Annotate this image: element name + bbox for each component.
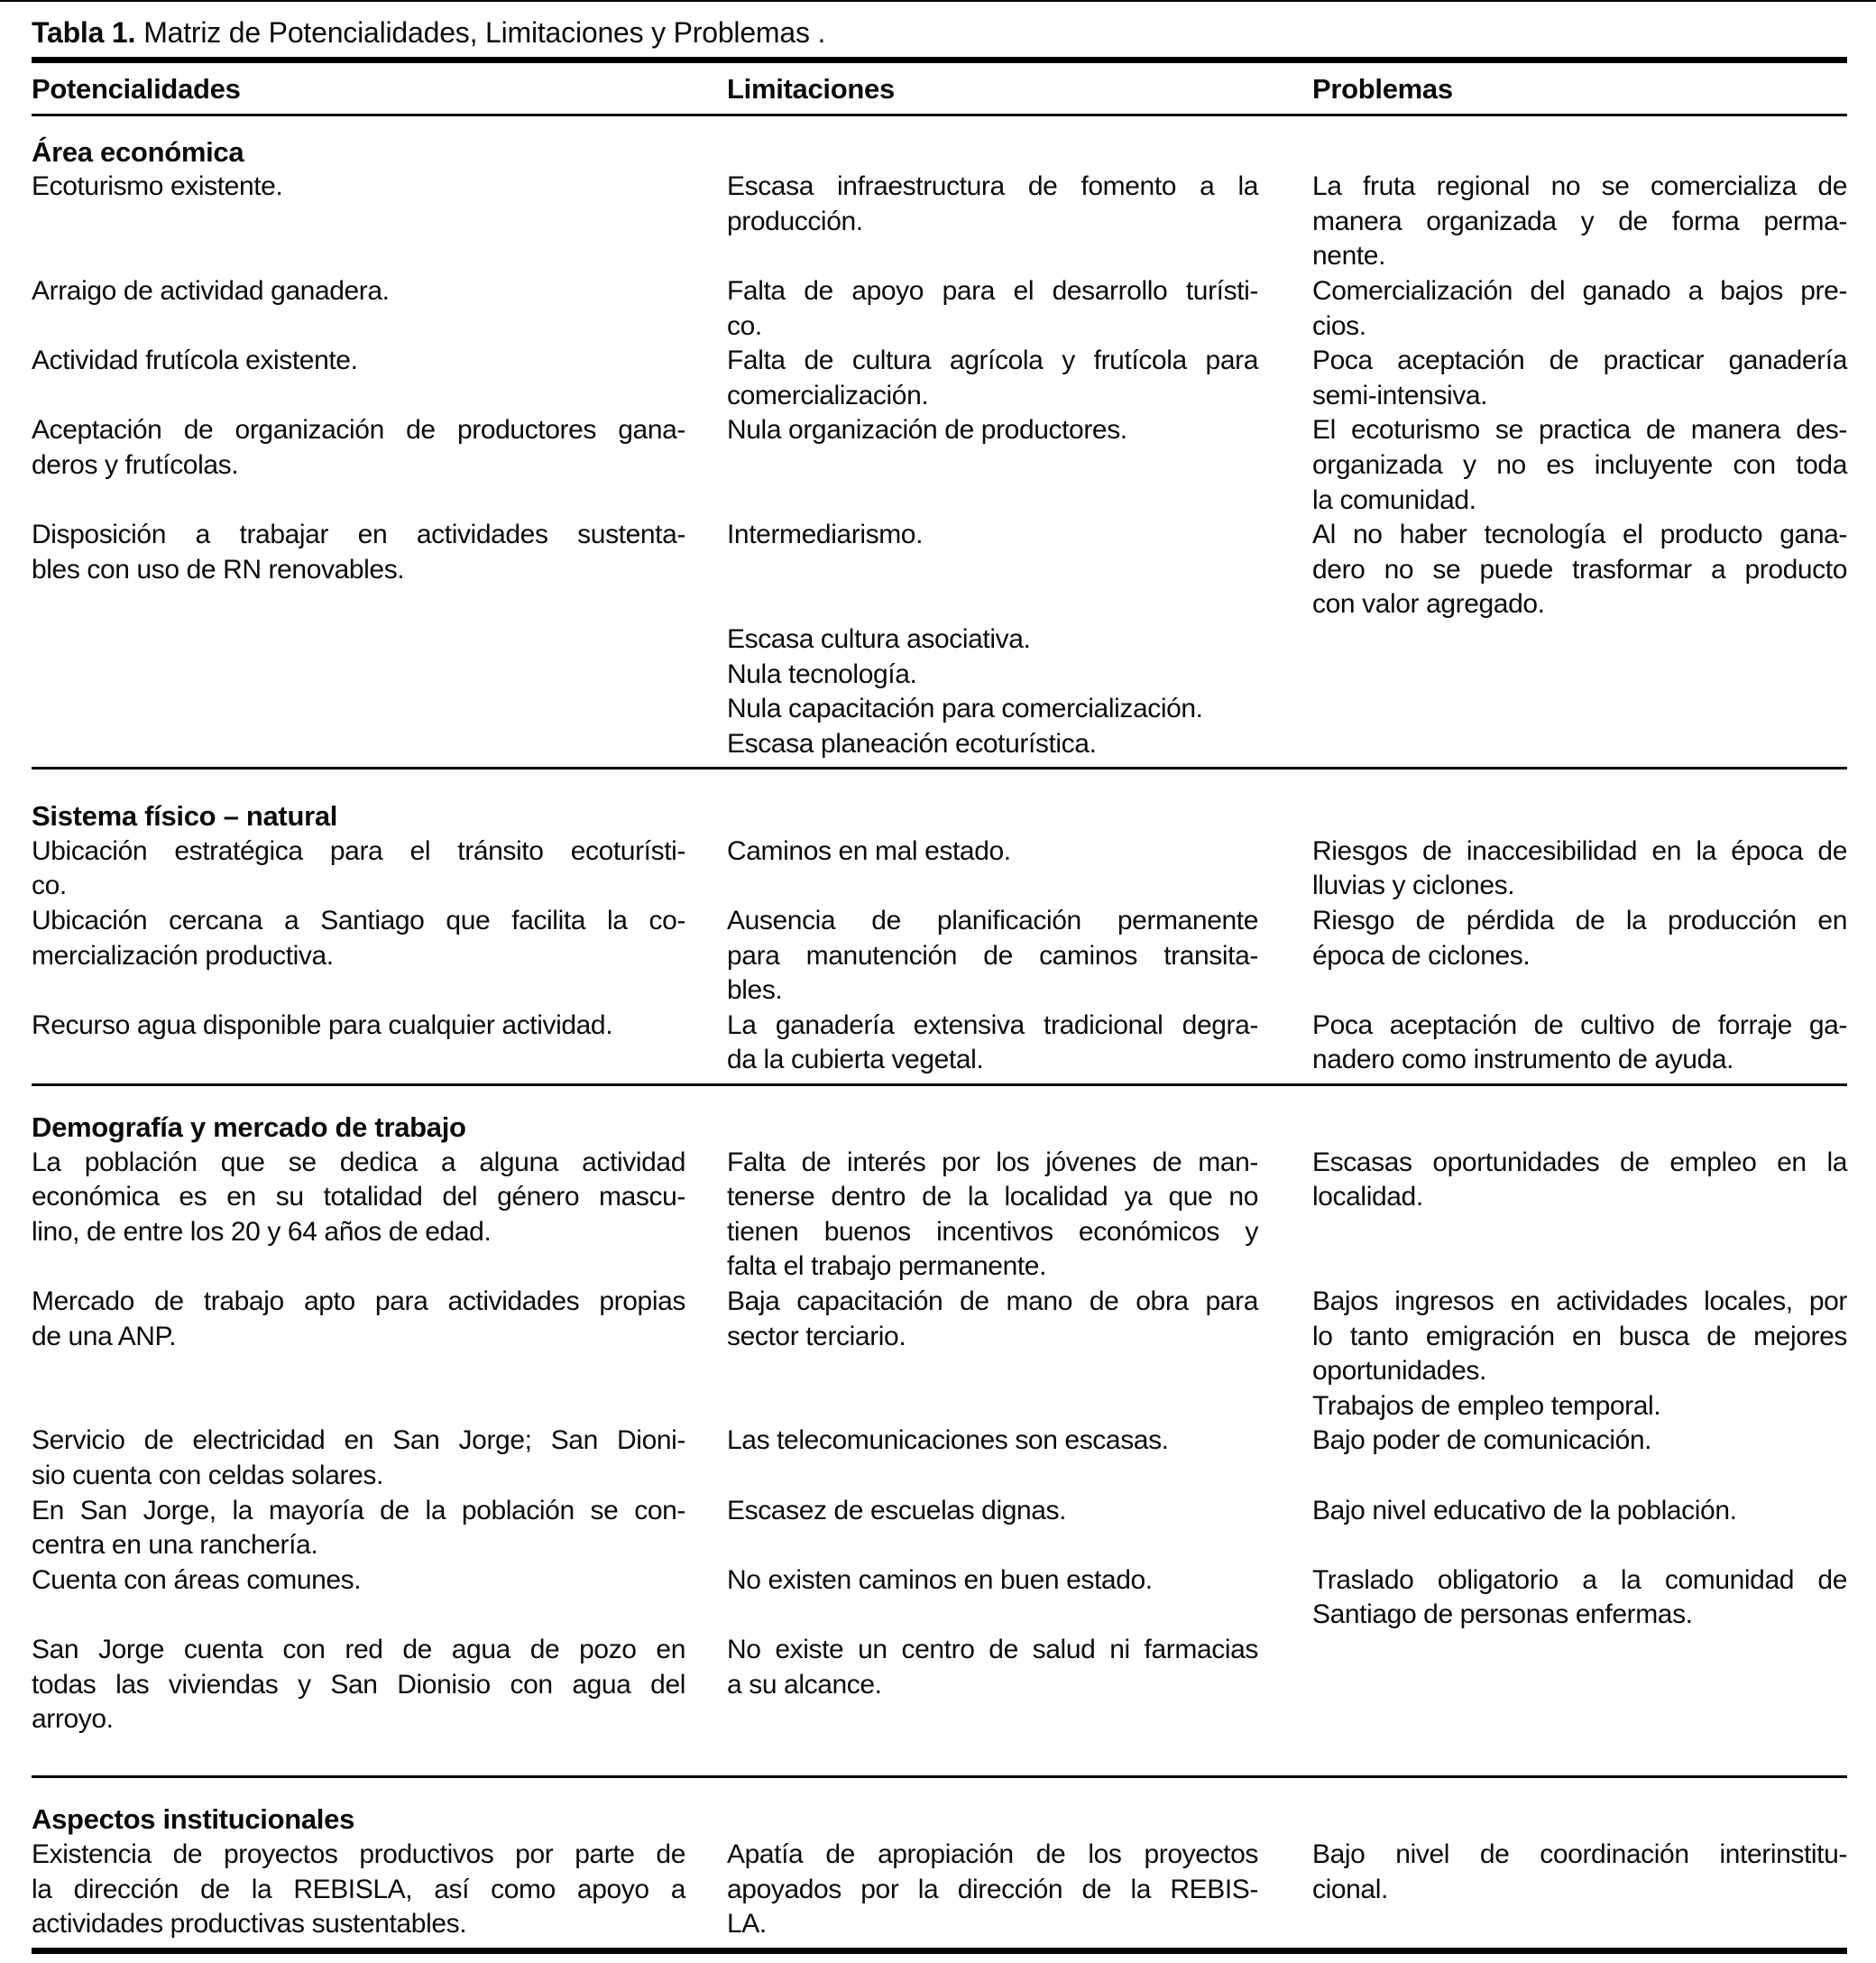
cell-line: Nula tecnología. xyxy=(727,659,917,689)
cell-potencialidades xyxy=(32,1424,685,1493)
cell-line: Riesgo de pérdida de la producción en xyxy=(1312,906,1847,936)
cell-line: Bajo nivel de coordinación interinstitu- xyxy=(1312,1839,1847,1869)
table-row xyxy=(32,1737,1847,1773)
cell-item xyxy=(727,1633,1258,1702)
cell-line: Recurso agua disponible para cualquier actividad. xyxy=(32,1009,613,1040)
cell-limitaciones xyxy=(727,834,1258,904)
table-body xyxy=(32,135,1847,1948)
cell-potencialidades xyxy=(32,1563,685,1633)
cell-line: Mercado de trabajo apto para actividades propias xyxy=(32,1286,685,1316)
cell-line: No existen caminos en buen estado. xyxy=(727,1564,1153,1595)
cell-line: comercialización. xyxy=(727,380,929,410)
cell-item xyxy=(727,344,1258,413)
cell-item xyxy=(32,1494,685,1563)
section-heading: Aspectos institucionales xyxy=(32,1803,355,1836)
cell-line: falta el trabajo permanente. xyxy=(727,1251,1047,1282)
cell-item xyxy=(1312,1009,1847,1078)
cell-limitaciones xyxy=(727,413,1258,518)
cell-line: El ecoturismo se practica de manera des- xyxy=(1312,415,1847,446)
cell-line: Caminos en mal estado. xyxy=(727,835,1011,866)
table-top-rule xyxy=(32,57,1847,63)
cell-line: Baja capacitación de mano de obra para xyxy=(727,1286,1258,1316)
cell-item xyxy=(32,1424,685,1493)
table-row xyxy=(32,1494,1847,1563)
cell-line: sio cuenta con celdas solares. xyxy=(32,1460,383,1490)
cell-item xyxy=(1312,1389,1847,1424)
cell-problemas xyxy=(1312,1285,1847,1424)
cell-item xyxy=(32,1633,685,1737)
cell-line: semi-intensiva. xyxy=(1312,380,1488,410)
table-bottom-rule xyxy=(32,1948,1847,1954)
cell-potencialidades xyxy=(32,518,685,622)
cell-line: Santiago de personas enfermas. xyxy=(1312,1599,1693,1630)
cell-line: Ubicación cercana a Santiago que facilita la co- xyxy=(32,906,685,936)
section-heading: Área económica xyxy=(32,135,244,168)
cell-potencialidades xyxy=(32,1494,685,1563)
cell-problemas xyxy=(1312,344,1847,413)
section-divider-rule xyxy=(32,767,1847,770)
cell-line: Falta de cultura agrícola y frutícola para xyxy=(727,346,1258,376)
cell-limitaciones xyxy=(727,274,1258,344)
cell-limitaciones xyxy=(727,518,1258,622)
cell-line: Poca aceptación de practicar ganadería xyxy=(1312,346,1847,376)
cell-line: Falta de interés por los jóvenes de man- xyxy=(727,1147,1258,1177)
cell-problemas xyxy=(1312,1737,1847,1773)
cell-line: manera organizada y de forma perma- xyxy=(1312,206,1847,236)
cell-limitaciones xyxy=(727,1424,1258,1493)
cell-line: Falta de apoyo para el desarrollo turísti- xyxy=(727,275,1258,306)
cell-limitaciones xyxy=(727,1563,1258,1633)
table-header-row xyxy=(32,63,1847,114)
table-row xyxy=(32,413,1847,518)
cell-item xyxy=(32,170,685,205)
cell-item xyxy=(32,1146,685,1250)
cell-item xyxy=(32,518,685,587)
cell-problemas xyxy=(1312,1009,1847,1078)
cell-problemas xyxy=(1312,274,1847,344)
cell-item xyxy=(1312,1838,1847,1907)
cell-limitaciones xyxy=(727,904,1258,1009)
cell-limitaciones xyxy=(727,1285,1258,1424)
cell-line: deros y frutícolas. xyxy=(32,449,239,480)
cell-line: época de ciclones. xyxy=(1312,940,1531,971)
cell-item xyxy=(1312,413,1847,518)
cell-line: La población que se dedica a alguna actividad xyxy=(32,1147,685,1177)
table-section xyxy=(32,1111,1847,1775)
cell-item xyxy=(727,834,1258,870)
table-row xyxy=(32,274,1847,344)
cell-item xyxy=(32,904,685,973)
cell-item xyxy=(727,1285,1258,1354)
cell-item xyxy=(32,344,685,379)
table-section xyxy=(32,1802,1847,1947)
cell-potencialidades xyxy=(32,274,685,344)
cell-item xyxy=(32,1285,685,1354)
cell-line: sector terciario. xyxy=(727,1321,906,1351)
cell-line: Nula capacitación para comercialización. xyxy=(727,694,1203,724)
cell-line: arroyo. xyxy=(32,1704,114,1735)
cell-line: Bajos ingresos en actividades locales, por xyxy=(1312,1286,1847,1316)
cell-line: de una ANP. xyxy=(32,1321,177,1351)
cell-problemas xyxy=(1312,1494,1847,1563)
cell-item xyxy=(1312,344,1847,413)
cell-line: Escasez de escuelas dignas. xyxy=(727,1495,1067,1525)
cell-item xyxy=(727,622,1258,658)
table-row xyxy=(32,1563,1847,1633)
cell-item xyxy=(727,274,1258,344)
cell-item xyxy=(1312,834,1847,904)
cell-line: co. xyxy=(727,310,762,341)
cell-limitaciones xyxy=(727,1737,1258,1773)
cell-problemas xyxy=(1312,1424,1847,1493)
cell-problemas xyxy=(1312,413,1847,518)
table-row xyxy=(32,1633,1847,1737)
cell-line: La fruta regional no se comercializa de xyxy=(1312,171,1847,202)
cell-line: Bajo poder de comunicación. xyxy=(1312,1425,1652,1456)
cell-potencialidades xyxy=(32,904,685,1009)
cell-line: producción. xyxy=(727,206,863,236)
cell-line: nadero como instrumento de ayuda. xyxy=(1312,1045,1734,1075)
cell-problemas xyxy=(1312,518,1847,622)
table-caption-label: Tabla 1. xyxy=(32,16,136,49)
cell-line: todas las viviendas y San Dionisio con agua del xyxy=(32,1669,685,1700)
cell-line: lluvias y ciclones. xyxy=(1312,871,1515,901)
cell-potencialidades xyxy=(32,1838,685,1942)
section-heading: Sistema físico – natural xyxy=(32,800,338,833)
cell-problemas xyxy=(1312,1563,1847,1633)
cell-item xyxy=(727,1424,1258,1459)
cell-line: Trabajos de empleo temporal. xyxy=(1312,1390,1661,1421)
cell-line: Escasa cultura asociativa. xyxy=(727,623,1031,654)
header-rule xyxy=(32,114,1847,116)
cell-line: bles. xyxy=(727,975,783,1006)
table-section xyxy=(32,799,1847,1083)
cell-line: No existe un centro de salud ni farmacias xyxy=(727,1634,1258,1664)
cell-line: cios. xyxy=(1312,310,1366,341)
cell-item xyxy=(727,1494,1258,1529)
cell-line: nente. xyxy=(1312,241,1386,272)
cell-potencialidades xyxy=(32,1633,685,1737)
cell-line: Apatía de apropiación de los proyectos xyxy=(727,1839,1258,1869)
cell-problemas xyxy=(1312,834,1847,904)
cell-item xyxy=(1312,170,1847,274)
cell-item xyxy=(1312,274,1847,344)
cell-line: Intermediarismo. xyxy=(727,520,924,550)
cell-line: apoyados por la dirección de la REBIS- xyxy=(727,1874,1258,1904)
cell-line: Aceptación de organización de productores gana- xyxy=(32,415,685,446)
cell-item xyxy=(32,413,685,483)
cell-item xyxy=(727,1838,1258,1942)
cell-line: centra en una ranchería. xyxy=(32,1530,318,1561)
cell-line: para manutención de caminos transita- xyxy=(727,940,1258,971)
cell-item xyxy=(727,692,1258,727)
cell-problemas xyxy=(1312,1838,1847,1942)
cell-line: Traslado obligatorio a la comunidad de xyxy=(1312,1564,1847,1595)
cell-line: Escasas oportunidades de empleo en la xyxy=(1312,1147,1847,1177)
cell-limitaciones xyxy=(727,1838,1258,1942)
cell-potencialidades xyxy=(32,1009,685,1078)
cell-line: Riesgos de inaccesibilidad en la época de xyxy=(1312,835,1847,866)
cell-potencialidades xyxy=(32,1146,685,1285)
page-top-edge xyxy=(0,0,1876,2)
cell-limitaciones xyxy=(727,1146,1258,1285)
cell-line: co. xyxy=(32,871,67,901)
cell-line: Servicio de electricidad en San Jorge; San Dioni- xyxy=(32,1425,685,1456)
cell-potencialidades xyxy=(32,170,685,274)
column-header-potencialidades: Potencialidades xyxy=(32,73,241,105)
cell-item xyxy=(727,1146,1258,1285)
cell-item xyxy=(727,727,1258,762)
cell-line: LA. xyxy=(727,1909,767,1940)
cell-limitaciones xyxy=(727,170,1258,274)
cell-line: la comunidad. xyxy=(1312,484,1476,515)
table-section xyxy=(32,135,1847,768)
cell-item xyxy=(1312,518,1847,622)
cell-line: La ganadería extensiva tradicional degra- xyxy=(727,1009,1258,1040)
cell-line: Ubicación estratégica para el tránsito ecoturísti- xyxy=(32,835,685,866)
cell-line: la dirección de la REBISLA, así como apoyo a xyxy=(32,1874,685,1904)
cell-line: En San Jorge, la mayoría de la población se con- xyxy=(32,1495,685,1525)
cell-line: económica es en su totalidad del género mascu- xyxy=(32,1182,685,1212)
cell-line: organizada y no es incluyente con toda xyxy=(1312,449,1847,480)
cell-potencialidades xyxy=(32,1737,685,1773)
cell-line: Escasa planeación ecoturística. xyxy=(727,728,1097,759)
cell-item xyxy=(1312,1146,1847,1215)
cell-line: Al no haber tecnología el producto gana- xyxy=(1312,520,1847,550)
table-caption xyxy=(32,13,1847,52)
cell-line: mercialización productiva. xyxy=(32,940,334,971)
cell-problemas xyxy=(1312,1146,1847,1285)
table-row xyxy=(32,518,1847,622)
cell-line: cional. xyxy=(1312,1874,1388,1904)
cell-line: Existencia de proyectos productivos por parte de xyxy=(32,1839,685,1869)
cell-potencialidades xyxy=(32,622,685,761)
cell-item xyxy=(727,1563,1258,1599)
cell-line: da la cubierta vegetal. xyxy=(727,1045,984,1075)
cell-line: dero no se puede trasformar a producto xyxy=(1312,554,1847,585)
table-row xyxy=(32,904,1847,1009)
cell-line: Ecoturismo existente. xyxy=(32,171,283,202)
cell-line: bles con uso de RN renovables. xyxy=(32,554,405,585)
cell-limitaciones xyxy=(727,1494,1258,1563)
cell-limitaciones xyxy=(727,622,1258,761)
cell-item xyxy=(727,658,1258,693)
table-row xyxy=(32,344,1847,413)
cell-problemas xyxy=(1312,622,1847,761)
cell-line: lino, de entre los 20 y 64 años de edad. xyxy=(32,1216,492,1247)
cell-line: localidad. xyxy=(1312,1182,1423,1212)
cell-line: Escasa infraestructura de fomento a la xyxy=(727,171,1258,202)
cell-limitaciones xyxy=(727,1633,1258,1737)
cell-item xyxy=(727,904,1258,1009)
cell-line: Comercialización del ganado a bajos pre- xyxy=(1312,275,1847,306)
cell-potencialidades xyxy=(32,834,685,904)
cell-line: tienen buenos incentivos económicos y xyxy=(727,1216,1258,1247)
table-row xyxy=(32,1424,1847,1493)
cell-item xyxy=(1312,904,1847,973)
table-caption-text: Matriz de Potencialidades, Limitaciones y Problemas . xyxy=(143,16,826,49)
cell-line: Arraigo de actividad ganadera. xyxy=(32,275,390,306)
cell-line: Bajo nivel educativo de la población. xyxy=(1312,1495,1737,1525)
section-divider-rule xyxy=(32,1775,1847,1778)
column-header-problemas: Problemas xyxy=(1312,73,1453,105)
table-row xyxy=(32,622,1847,761)
cell-line: lo tanto emigración en busca de mejores xyxy=(1312,1321,1847,1351)
cell-line: Cuenta con áreas comunes. xyxy=(32,1564,362,1595)
cell-item xyxy=(32,274,685,309)
cell-line: Nula organización de productores. xyxy=(727,415,1127,446)
table-row xyxy=(32,834,1847,904)
table-row xyxy=(32,1285,1847,1424)
cell-item xyxy=(1312,1424,1847,1459)
table-row xyxy=(32,1146,1847,1285)
cell-line: actividades productivas sustentables. xyxy=(32,1909,467,1940)
cell-item xyxy=(32,1009,685,1044)
cell-potencialidades xyxy=(32,344,685,413)
section-divider-rule xyxy=(32,1083,1847,1086)
cell-line: oportunidades. xyxy=(1312,1356,1486,1387)
cell-item xyxy=(32,1838,685,1942)
cell-line: a su alcance. xyxy=(727,1669,882,1700)
column-header-limitaciones: Limitaciones xyxy=(727,73,895,105)
cell-item xyxy=(727,413,1258,448)
cell-problemas xyxy=(1312,1633,1847,1737)
cell-item xyxy=(32,834,685,904)
cell-line: Ausencia de planificación permanente xyxy=(727,906,1258,936)
cell-problemas xyxy=(1312,170,1847,274)
cell-item xyxy=(1312,1563,1847,1633)
cell-potencialidades xyxy=(32,413,685,518)
cell-potencialidades xyxy=(32,1285,685,1424)
cell-line: San Jorge cuenta con red de agua de pozo en xyxy=(32,1634,685,1664)
cell-item xyxy=(727,1009,1258,1078)
cell-item xyxy=(727,170,1258,239)
cell-line: tenerse dentro de la localidad ya que no xyxy=(727,1182,1258,1212)
cell-limitaciones xyxy=(727,344,1258,413)
cell-line: Poca aceptación de cultivo de forraje ga- xyxy=(1312,1009,1847,1040)
cell-line: con valor agregado. xyxy=(1312,589,1545,620)
cell-item xyxy=(727,518,1258,553)
cell-line: Las telecomunicaciones son escasas. xyxy=(727,1425,1169,1456)
cell-item xyxy=(32,1563,685,1599)
table-row xyxy=(32,170,1847,274)
table-row xyxy=(32,1009,1847,1078)
cell-item xyxy=(1312,1285,1847,1389)
cell-line: Actividad frutícola existente. xyxy=(32,346,358,376)
table-row xyxy=(32,1838,1847,1942)
cell-limitaciones xyxy=(727,1009,1258,1078)
cell-problemas xyxy=(1312,904,1847,1009)
cell-line: Disposición a trabajar en actividades sustenta- xyxy=(32,520,685,550)
section-heading: Demografía y mercado de trabajo xyxy=(32,1111,466,1144)
cell-item xyxy=(1312,1494,1847,1529)
